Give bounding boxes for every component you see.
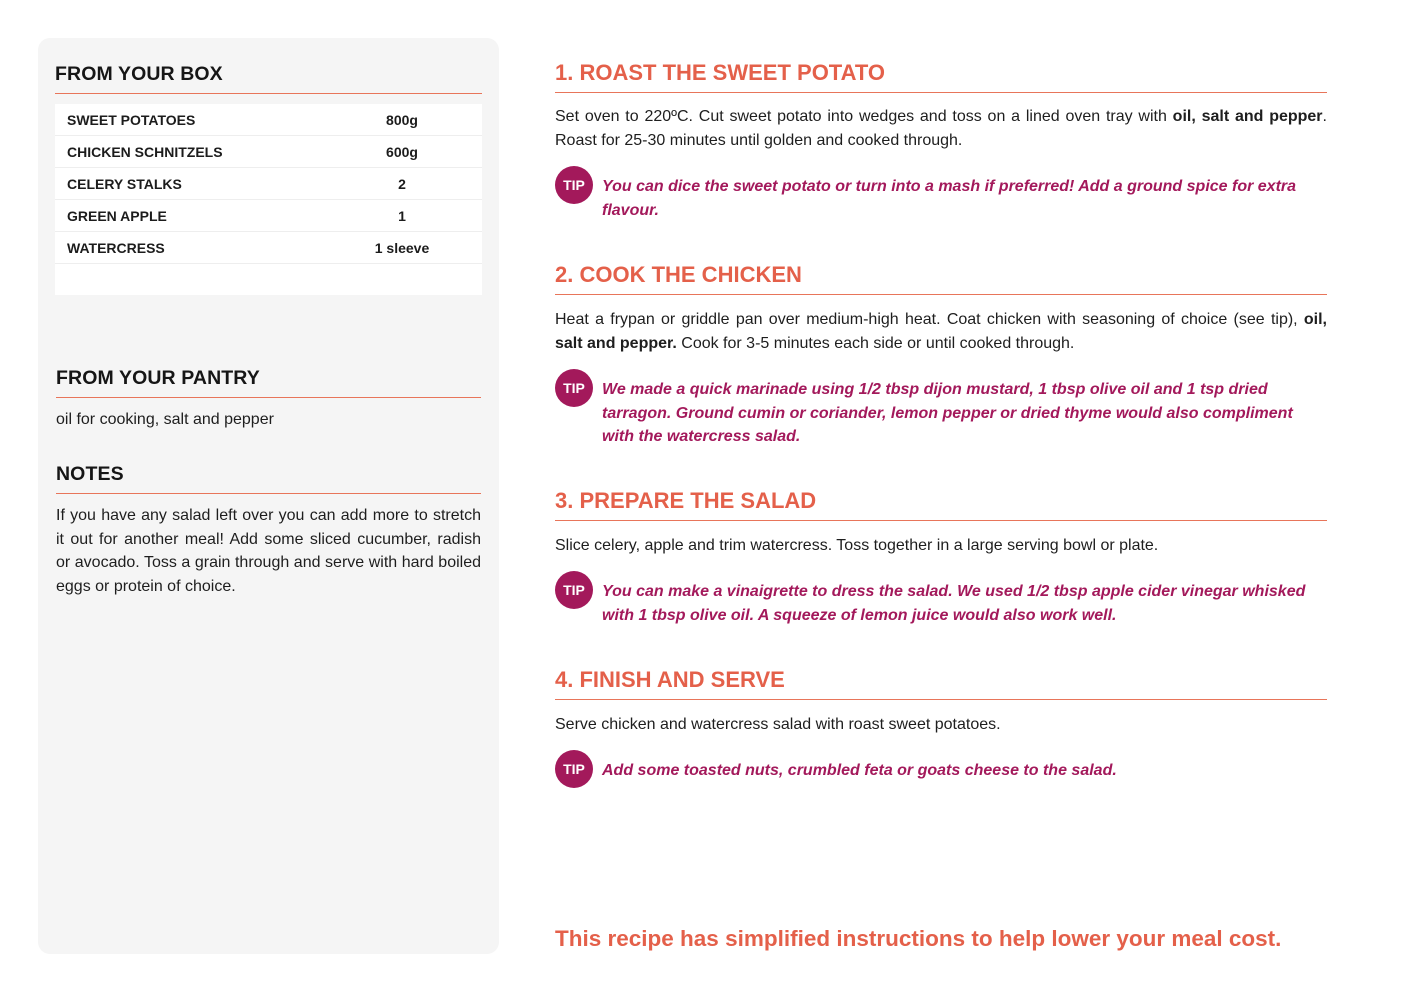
table-row [55,168,482,200]
ingredient-qty-cell [371,144,482,160]
ingredient-name: SWEET POTATOES [67,111,196,128]
step-1-text-a: Set oven to 220ºC. Cut sweet potato into wedges and toss on a lined oven tray with [555,108,1173,125]
step-2-title: 2. COOK THE CHICKEN [555,262,1327,295]
step-1-text-b: . Roast for 25-30 minutes until golden and cooked through. [555,108,1327,149]
step-3-text: Slice celery, apple and trim watercress. Toss together in a large serving bowl or plate. [555,537,1159,554]
table-row [55,136,482,168]
ingredients-table [55,104,482,295]
step-1-text [555,105,1327,152]
ingredient-qty: 2 [398,175,406,192]
table-row [55,200,482,232]
ingredient-qty-cell [371,112,482,128]
table-row [55,232,482,264]
box-title: FROM YOUR BOX [55,63,482,94]
step-1-text-bold: oil, salt and pepper [1172,108,1323,125]
step-3-tip: You can make a vinaigrette to dress the salad. We used 1/2 tbsp apple cider vinegar whisked with 1 tbsp olive oil. A squeeze of lemon juice would also work well. [602,583,1306,624]
tip-badge: TIP [555,369,593,407]
tip-badge: TIP [555,571,593,609]
pantry-text: oil for cooking, salt and pepper [56,411,274,428]
notes-title: NOTES [56,463,481,494]
footer-note: This recipe has simplified instructions to help lower your meal cost. [555,926,1282,951]
ingredient-qty: 600g [386,143,418,160]
ingredient-qty-cell [371,240,482,256]
ingredient-name: CHICKEN SCHNITZELS [67,143,223,160]
tip-badge: TIP [555,750,593,788]
ingredient-qty: 1 sleeve [374,239,430,256]
tip-badge: TIP [555,166,593,204]
step-2-text [555,308,1327,355]
step-1-title: 1. ROAST THE SWEET POTATO [555,60,1327,93]
step-4-tip: Add some toasted nuts, crumbled feta or goats cheese to the salad. [602,762,1117,779]
step-2-tip: We made a quick marinade using 1/2 tbsp dijon mustard, 1 tbsp olive oil and 1 tsp dried tarragon. Ground cumin or coriander, lemon pepper or dried thyme would also compliment with the watercress salad. [602,381,1293,445]
step-3-title: 3. PREPARE THE SALAD [555,488,1327,521]
ingredient-qty-cell [371,208,482,224]
step-4-text: Serve chicken and watercress salad with roast sweet potatoes. [555,716,1001,733]
ingredient-name: CELERY STALKS [67,175,182,192]
step-2-text-a: Heat a frypan or griddle pan over medium-high heat. Coat chicken with seasoning of choice (see tip), [555,311,1304,328]
ingredient-qty: 800g [386,111,418,128]
ingredient-qty-cell [371,176,482,192]
step-1-tip: You can dice the sweet potato or turn into a mash if preferred! Add a ground spice for extra flavour. [602,178,1297,219]
table-row [55,104,482,136]
step-4-title: 4. FINISH AND SERVE [555,667,1327,700]
pantry-title: FROM YOUR PANTRY [56,367,481,398]
step-2-text-bold: oil, salt and pepper. [555,311,1327,352]
ingredient-qty: 1 [398,207,406,224]
ingredient-name: WATERCRESS [67,239,165,256]
notes-text: If you have any salad left over you can add more to stretch it out for another meal! Add some sliced cucumber, radish or avocado. Toss a grain through and serve with hard boiled eggs or protein of choice. [56,507,481,595]
ingredient-name: GREEN APPLE [67,207,167,224]
step-2-text-b: Cook for 3-5 minutes each side or until cooked through. [676,334,1075,352]
